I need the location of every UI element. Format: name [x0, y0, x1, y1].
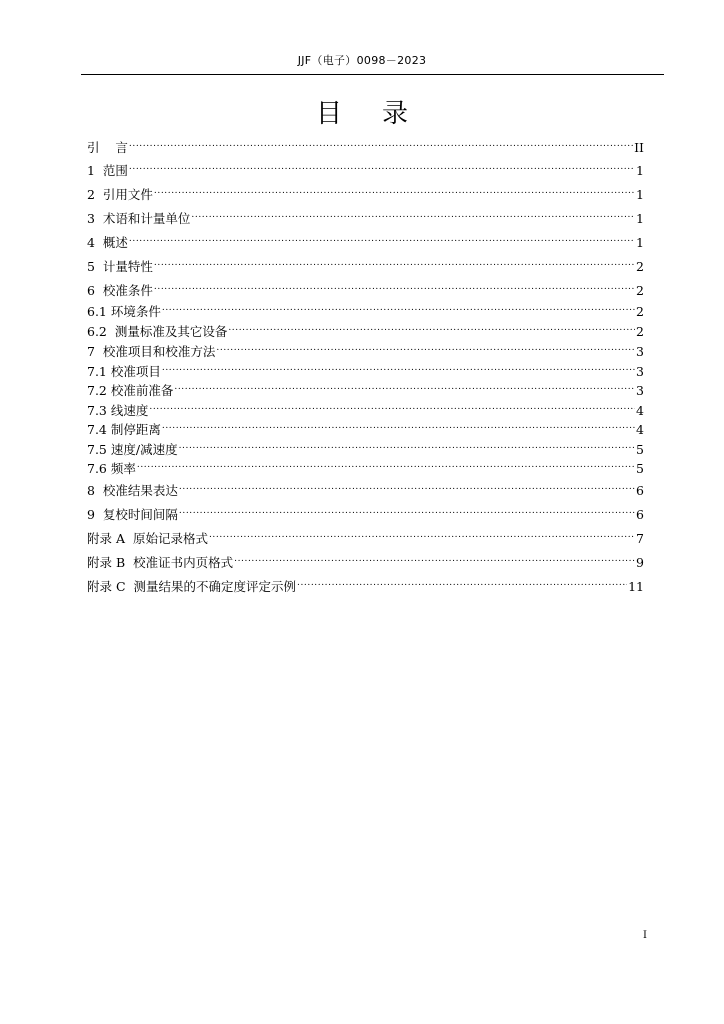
toc-entry-page: 2 [636, 324, 644, 339]
toc-entry[interactable] [87, 377, 644, 398]
toc-entry-page: II [634, 140, 644, 155]
toc-entry-page: 2 [636, 259, 644, 274]
toc-entry[interactable] [87, 253, 644, 274]
toc-leader-dots [162, 416, 635, 434]
toc-leader-dots [216, 338, 635, 356]
toc-entry-page: 1 [636, 211, 644, 226]
toc-leader-dots [154, 253, 635, 271]
toc-entry[interactable] [87, 277, 644, 298]
toc-entry-page: 1 [636, 187, 644, 202]
toc-entry-label: 附录 B 校准证书内页格式 [87, 555, 234, 570]
toc-entry[interactable] [87, 416, 644, 437]
toc-entry[interactable] [87, 134, 644, 155]
toc-entry-page: 9 [636, 555, 644, 570]
toc-entry-label: 1 范围 [87, 163, 128, 178]
toc-entry-label: 6 校准条件 [87, 283, 153, 298]
toc-entry[interactable] [87, 157, 644, 178]
toc-entry-page: 1 [636, 235, 644, 250]
header-divider [81, 74, 664, 75]
toc-entry-page: 3 [636, 364, 644, 379]
toc-entry-label: 7.1 校准项目 [87, 364, 161, 379]
toc-leader-dots [228, 318, 635, 336]
toc-entry-label: 3 术语和计量单位 [87, 211, 191, 226]
toc-entry[interactable] [87, 229, 644, 250]
toc-leader-dots [297, 573, 627, 591]
page-title: 目录 [315, 99, 448, 129]
toc-entry[interactable] [87, 298, 644, 319]
toc-entry-page: 2 [636, 283, 644, 298]
toc-entry-page: 4 [636, 403, 644, 418]
toc-leader-dots [154, 181, 635, 199]
toc-leader-dots [179, 436, 635, 454]
toc-entry[interactable] [87, 436, 644, 457]
toc-entry[interactable] [87, 501, 644, 522]
toc-leader-dots [154, 277, 635, 295]
toc-entry-label: 7 校准项目和校准方法 [87, 344, 216, 359]
toc-leader-dots [162, 298, 635, 316]
toc-entry-page: 6 [636, 483, 644, 498]
toc-leader-dots [234, 549, 635, 567]
toc-entry[interactable] [87, 549, 644, 570]
toc-entry-label: 6.2 测量标准及其它设备 [87, 324, 228, 339]
toc-entry-page: 3 [636, 383, 644, 398]
toc-leader-dots [179, 477, 635, 495]
toc-entry[interactable] [87, 358, 644, 379]
toc-entry-label: 4 概述 [87, 235, 128, 250]
toc-entry[interactable] [87, 525, 644, 546]
toc-entry[interactable] [87, 573, 644, 594]
toc-entry[interactable] [87, 338, 644, 359]
toc-entry-label: 7.6 频率 [87, 461, 136, 476]
toc-entry[interactable] [87, 318, 644, 339]
toc-entry-label: 附录 A 原始记录格式 [87, 531, 208, 546]
toc-entry-page: 6 [636, 507, 644, 522]
toc-entry[interactable] [87, 205, 644, 226]
toc-entry-page: 2 [636, 304, 644, 319]
toc-entry-label: 7.4 制停距离 [87, 422, 161, 437]
toc-entry-label: 7.5 速度/减速度 [87, 442, 178, 457]
toc-leader-dots [137, 455, 635, 473]
toc-leader-dots [129, 134, 633, 152]
toc-entry-page: 3 [636, 344, 644, 359]
toc-leader-dots [191, 205, 635, 223]
toc-leader-dots [149, 397, 635, 415]
toc-entry[interactable] [87, 455, 644, 476]
toc-entry-label: 7.2 校准前准备 [87, 383, 174, 398]
toc-entry-label: 附录 C 测量结果的不确定度评定示例 [87, 579, 296, 594]
toc-entry-page: 11 [628, 579, 644, 594]
toc-entry-page: 7 [636, 531, 644, 546]
toc-leader-dots [162, 358, 635, 376]
toc-entry-page: 1 [636, 163, 644, 178]
toc-entry-label: 2 引用文件 [87, 187, 153, 202]
toc-entry-label: 引 言 [87, 140, 128, 155]
page-number: I [643, 930, 647, 941]
toc-entry-page: 5 [636, 461, 644, 476]
toc-entry-label: 9 复校时间间隔 [87, 507, 178, 522]
toc-entry-label: 8 校准结果表达 [87, 483, 178, 498]
toc-entry[interactable] [87, 397, 644, 418]
toc-entry[interactable] [87, 181, 644, 202]
toc-leader-dots [129, 229, 635, 247]
toc-leader-dots [209, 525, 635, 543]
toc-entry-page: 4 [636, 422, 644, 437]
toc-entry-page: 5 [636, 442, 644, 457]
document-code-header: JJF（电子）0098－2023 [297, 54, 427, 67]
toc-leader-dots [129, 157, 635, 175]
toc-entry[interactable] [87, 477, 644, 498]
toc-entry-label: 5 计量特性 [87, 259, 153, 274]
toc-entry-label: 6.1 环境条件 [87, 304, 161, 319]
toc-entry-label: 7.3 线速度 [87, 403, 149, 418]
toc-leader-dots [179, 501, 635, 519]
toc-leader-dots [174, 377, 635, 395]
